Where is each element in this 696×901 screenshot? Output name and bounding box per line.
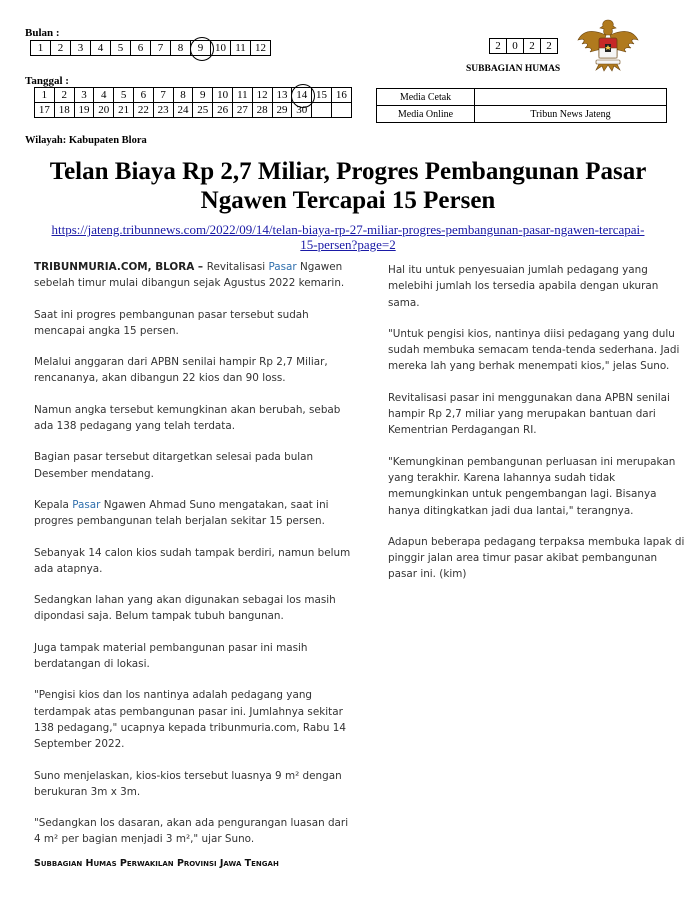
paragraph: Juga tampak material pembangunan pasar ini masih berdatangan di lokasi. xyxy=(34,641,308,671)
source-label: TRIBUNMURIA.COM, BLORA – xyxy=(34,261,207,273)
paragraph: "Sedangkan los dasaran, akan ada pengurangan luasan dari 4 m² per bagian menjadi 3 m²," ujar Suno. xyxy=(34,817,349,846)
garuda-emblem-icon xyxy=(576,16,640,74)
day-cell: 24 xyxy=(173,103,193,118)
article-right-column xyxy=(388,262,686,598)
paragraph: Suno menjelaskan, kios-kios tersebut luasnya 9 m² dengan berukuran 3m x 3m. xyxy=(34,769,342,798)
paragraph: "Untuk pengisi kios, nantinya diisi pedagang yang dulu sudah membuka semacam tenda-tenda sederhana. Jadi mereka lah yang berhak menempati kios," jelas Suno. xyxy=(388,327,680,373)
day-cell: 4 xyxy=(94,88,114,103)
article-title xyxy=(20,157,676,215)
day-cell: 13 xyxy=(272,88,292,103)
day-cell: 22 xyxy=(133,103,153,118)
paragraph: Hal itu untuk penyesuaian jumlah pedagang yang melebihi jumlah los tersedia apabila dengan ukuran sama. xyxy=(388,264,659,309)
day-cell: 11 xyxy=(232,88,252,103)
day-cell: 23 xyxy=(153,103,173,118)
month-grid xyxy=(30,40,271,56)
paragraph: "Kemungkinan pembangunan perluasan ini merupakan yang terakhir. Karena lahannya sudah tidak memungkinkan untuk pengembangan lagi. Bisanya hanya ditingkatkan jadi dua lantai," terangnya. xyxy=(388,455,676,517)
paragraph: Bagian pasar tersebut ditargetkan selesai pada bulan Desember mendatang. xyxy=(34,451,314,480)
url-line-1[interactable]: https://jateng.tribunnews.com/2022/09/14/telan-biaya-rp-27-miliar-progres-pembangunan-pasar-ngawen-tercapai- xyxy=(51,222,645,237)
day-cell: 3 xyxy=(74,88,94,103)
day-cell: 25 xyxy=(193,103,213,118)
day-cell: 17 xyxy=(35,103,55,118)
title-line-2: Ngawen Tercapai 15 Persen xyxy=(200,187,496,214)
year-digit-cell: 0 xyxy=(507,39,524,54)
text-span: Ngawen sebelah timur mulai dibangun sejak Agustus 2022 kemarin. xyxy=(34,261,345,290)
paragraph: Namun angka tersebut kemungkinan akan berubah, sebab ada 138 pedagang yang telah terdata. xyxy=(34,403,341,433)
url-line-2[interactable]: 15-persen?page=2 xyxy=(300,237,396,252)
paragraph: "Pengisi kios dan los nantinya adalah pedagang yang terdampak atas pembangunan pasar ini. Jumlahnya sekitar 138 pedagang," ucapnya kepada tribunmuria.com, Rabu 14 September 2022. xyxy=(34,689,346,751)
footer-label: Subbagian Humas Perwakilan Provinsi Jawa Tengah xyxy=(34,858,279,869)
year-grid xyxy=(489,38,558,54)
day-grid xyxy=(34,87,352,118)
day-cell: 16 xyxy=(331,88,351,103)
day-cell xyxy=(312,103,332,118)
day-cell: 29 xyxy=(272,103,292,118)
day-cell: 21 xyxy=(114,103,134,118)
paragraph: Saat ini progres pembangunan pasar tersebut sudah mencapai angka 15 persen. xyxy=(34,308,309,337)
day-cell: 10 xyxy=(213,88,233,103)
paragraph: Melalui anggaran dari APBN senilai hampir Rp 2,7 Miliar, rencananya, akan dibangun 22 kios dan 90 loss. xyxy=(34,356,328,385)
month-cell: 1 xyxy=(31,41,51,56)
org-label: SUBBAGIAN HUMAS xyxy=(466,64,561,74)
title-line-1: Telan Biaya Rp 2,7 Miliar, Progres Pembangunan Pasar xyxy=(49,158,647,185)
media-cetak-label: Media Cetak xyxy=(377,89,475,106)
paragraph: Revitalisasi pasar ini menggunakan dana APBN senilai hampir Rp 2,7 miliar yang merupakan bantuan dari Kementrian Perdagangan RI. xyxy=(388,391,670,437)
tanggal-label: Tanggal : xyxy=(25,75,69,87)
month-cell: 6 xyxy=(131,41,151,56)
day-cell: 30 xyxy=(292,103,312,118)
day-cell: 9 xyxy=(193,88,213,103)
day-cell: 28 xyxy=(252,103,272,118)
day-cell: 7 xyxy=(153,88,173,103)
month-cell: 4 xyxy=(91,41,111,56)
paragraph: Sebanyak 14 calon kios sudah tampak berdiri, namun belum ada atapnya. xyxy=(34,546,351,575)
day-cell: 14 xyxy=(292,88,312,103)
paragraph: Adapun beberapa pedagang terpaksa membuka lapak di pinggir jalan area timur pasar akibat pembangunan pasar ini. (kim) xyxy=(388,535,685,581)
day-cell: 6 xyxy=(133,88,153,103)
month-cell: 10 xyxy=(211,41,231,56)
paragraph xyxy=(34,259,352,292)
month-cell: 3 xyxy=(71,41,91,56)
bulan-label: Bulan : xyxy=(25,27,60,39)
month-cell: 8 xyxy=(171,41,191,56)
day-cell: 15 xyxy=(312,88,332,103)
day-cell: 26 xyxy=(213,103,233,118)
paragraph xyxy=(34,497,352,530)
media-cetak-value xyxy=(475,89,667,106)
day-cell: 18 xyxy=(54,103,74,118)
day-cell: 27 xyxy=(232,103,252,118)
pasar-link[interactable]: Pasar xyxy=(268,261,297,273)
year-digit-cell: 2 xyxy=(524,39,541,54)
month-cell: 2 xyxy=(51,41,71,56)
day-cell: 2 xyxy=(54,88,74,103)
media-table xyxy=(376,88,667,123)
month-cell: 5 xyxy=(111,41,131,56)
media-online-value: Tribun News Jateng xyxy=(475,106,667,123)
text-span: Kepala xyxy=(34,498,73,511)
month-cell: 11 xyxy=(231,41,251,56)
month-cell: 12 xyxy=(251,41,271,56)
text-span: Ngawen Ahmad Suno mengatakan, saat ini progres pembangunan telah berjalan sekitar 15 persen. xyxy=(34,498,329,528)
day-cell: 8 xyxy=(173,88,193,103)
pasar-link[interactable]: Pasar xyxy=(72,498,101,511)
day-cell: 20 xyxy=(94,103,114,118)
day-cell: 19 xyxy=(74,103,94,118)
article-url-link[interactable] xyxy=(20,222,676,252)
day-cell: 1 xyxy=(35,88,55,103)
day-cell: 12 xyxy=(252,88,272,103)
month-cell: 9 xyxy=(191,41,211,56)
month-cell: 7 xyxy=(151,41,171,56)
text-span: Revitalisasi xyxy=(206,261,269,273)
year-digit-cell: 2 xyxy=(541,39,558,54)
paragraph: Sedangkan lahan yang akan digunakan sebagai los masih dipondasi saja. Belum tampak tubuh bangunan. xyxy=(34,594,336,623)
year-digit-cell: 2 xyxy=(490,39,507,54)
wilayah-label: Wilayah: Kabupaten Blora xyxy=(25,135,147,146)
article-left-column xyxy=(34,259,352,863)
day-cell xyxy=(331,103,351,118)
day-cell: 5 xyxy=(114,88,134,103)
media-online-label: Media Online xyxy=(377,106,475,123)
